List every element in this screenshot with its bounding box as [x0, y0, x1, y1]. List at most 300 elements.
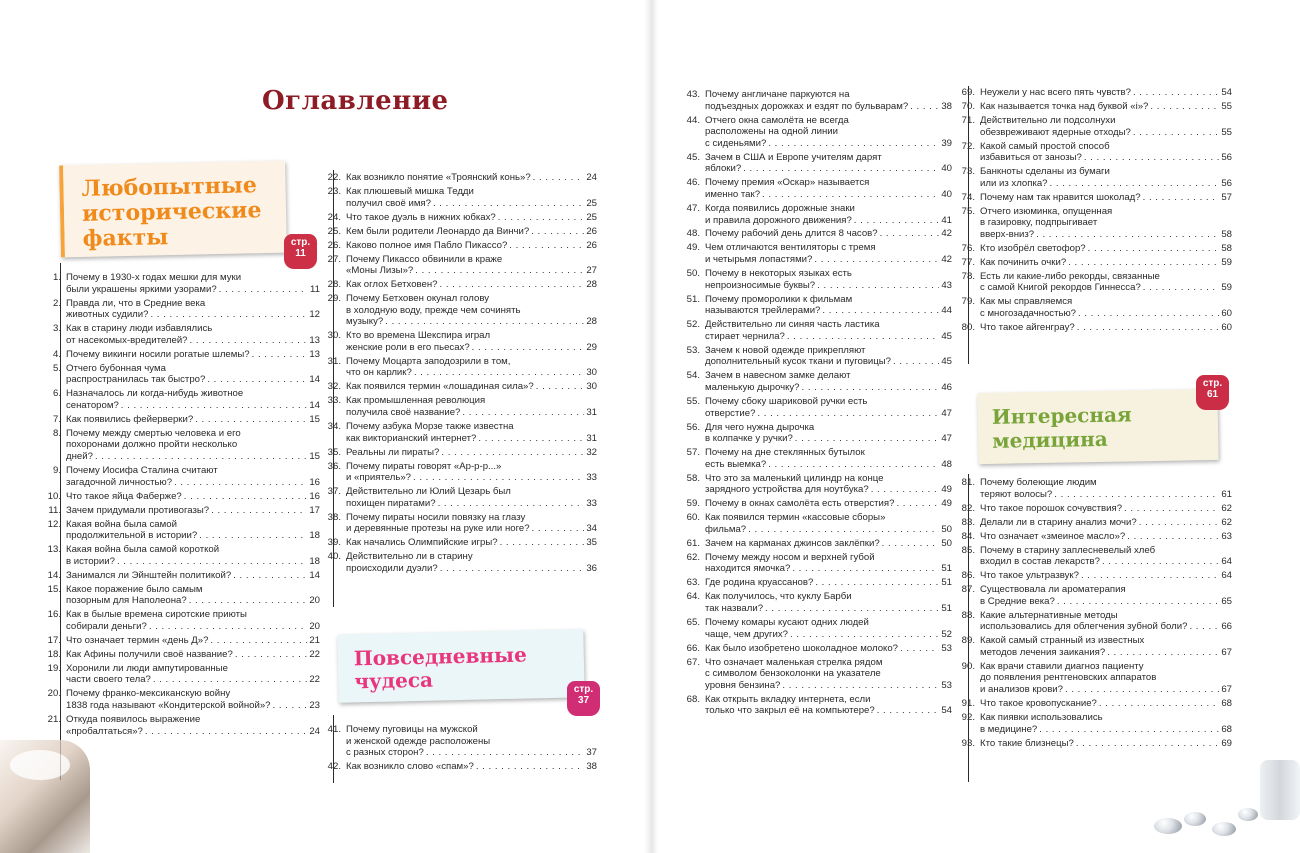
badge-label: стр.	[1202, 378, 1223, 389]
entry-text-line: Чем отличаются вентиляторы с тремя	[705, 242, 876, 254]
entry-last-line	[66, 530, 320, 542]
toc-entry	[321, 356, 597, 379]
entry-page-number: 59	[1221, 282, 1232, 294]
entry-last-line	[346, 537, 597, 549]
entry-number: 14.	[47, 569, 61, 581]
toc-entry	[955, 545, 1232, 568]
entry-page-number: 28	[586, 279, 597, 291]
entry-number: 89.	[961, 635, 975, 647]
dot-leader	[219, 284, 308, 296]
entry-page-number: 65	[1221, 595, 1232, 607]
entry-text-line: с символом бензоколонки на указателе	[705, 668, 881, 680]
entry-text-line: Почему в старину заплесневелый хлеб	[980, 544, 1156, 556]
toc-entry	[680, 268, 952, 291]
toc-entry	[955, 531, 1232, 543]
toc-entry	[680, 89, 952, 112]
entry-number: 22.	[327, 172, 341, 183]
entry-number: 35.	[327, 446, 341, 458]
entry-page-number: 51	[941, 577, 952, 589]
entry-page-number: 15	[309, 413, 320, 425]
toc-entry	[955, 115, 1232, 138]
entry-number: 48.	[686, 228, 700, 240]
entry-text-line: похоронами должно пройти несколько	[66, 439, 238, 451]
entry-page-number: 43	[941, 279, 952, 291]
entry-page-number: 15	[309, 451, 320, 463]
entry-text-line: Какие альтернативные методы	[980, 609, 1118, 621]
dot-leader	[1068, 257, 1219, 269]
entry-last-line	[66, 284, 320, 296]
toc-entry	[955, 661, 1232, 696]
entry-last-line	[980, 556, 1232, 568]
entry-last-line	[346, 212, 597, 224]
entry-last-line	[980, 322, 1232, 334]
dot-leader	[1054, 489, 1219, 501]
entry-page-number: 55	[1221, 126, 1232, 138]
entry-text-line: как викторианский интернет?	[346, 432, 477, 444]
entry-number: 21.	[47, 714, 61, 725]
entry-text-line: Какой самый простой способ	[980, 140, 1110, 152]
entry-number: 73.	[961, 166, 975, 178]
entry-text-line: Как открыть вкладку интернета, если	[705, 693, 871, 705]
entry-last-line	[66, 674, 320, 686]
dot-leader	[880, 228, 940, 240]
entry-text-line: загадочной личностью?	[66, 476, 173, 488]
toc-entry	[955, 101, 1232, 113]
entry-number: 17.	[47, 634, 61, 646]
dot-leader	[900, 643, 939, 655]
toc-entry	[955, 503, 1232, 515]
toc-entry	[41, 272, 320, 295]
entry-page-number: 56	[1221, 177, 1232, 189]
toc-column-1	[41, 272, 320, 740]
toc-entry	[41, 414, 320, 426]
pill-shape	[1238, 808, 1258, 821]
entry-text-line: Как получилось, что куклу Барби	[705, 591, 852, 603]
toc-entry	[680, 294, 952, 317]
entry-text-line: дополнительный кусок ткани и пуговицы?	[705, 356, 892, 368]
entry-number: 62.	[686, 551, 700, 563]
entry-page-number: 49	[941, 498, 952, 510]
dot-leader	[536, 381, 585, 393]
entry-text-line: получила своё название?	[346, 406, 461, 418]
entry-page-number: 60	[1221, 308, 1232, 319]
pill-shape	[1212, 822, 1236, 836]
entry-text-line: Что такое яйца Фаберже?	[66, 490, 182, 502]
dot-leader	[768, 459, 939, 471]
dot-leader	[426, 747, 585, 759]
entry-page-number: 44	[941, 305, 952, 317]
dot-leader	[478, 433, 584, 445]
entry-number: 31.	[327, 355, 341, 367]
entry-last-line	[980, 243, 1232, 255]
entry-last-line	[66, 700, 320, 712]
entry-last-line	[980, 257, 1232, 269]
toc-entry	[321, 421, 597, 444]
entry-text-line: Какое поражение было самым	[66, 583, 203, 595]
entry-number: 28.	[327, 279, 341, 291]
dot-leader	[1107, 647, 1219, 659]
entry-number: 11.	[48, 504, 61, 516]
entry-last-line	[705, 138, 952, 150]
entry-last-line	[346, 433, 597, 445]
entry-text-line: и «приятель»?	[346, 472, 412, 484]
toc-entry	[680, 617, 952, 640]
toc-entry	[41, 649, 320, 661]
entry-text-line: Кто во времена Шекспира играл	[346, 330, 491, 342]
entry-number: 38.	[327, 511, 341, 523]
entry-text-line: Почему англичане паркуются на	[705, 89, 850, 100]
entry-text-line: Почему проморолики к фильмам	[705, 293, 853, 305]
entry-last-line	[66, 349, 320, 361]
entry-text-line: Назначалось ли когда-нибудь животное	[66, 388, 244, 400]
entry-text-line: подъездных дорожках и ездят по бульварам?	[705, 100, 909, 112]
entry-last-line	[705, 382, 952, 394]
section-heading-line: Любопытные	[81, 172, 258, 202]
entry-text-line: Почему франко-мексиканскую войну	[66, 688, 231, 700]
entry-text-line: яблоки?	[705, 163, 742, 175]
toc-entry	[680, 370, 952, 393]
dot-leader	[414, 367, 585, 379]
page-badge-everyday	[567, 681, 600, 716]
entry-number: 68.	[686, 693, 700, 705]
entry-page-number: 51	[941, 602, 952, 614]
dot-leader	[1077, 322, 1220, 334]
toc-entry	[41, 609, 320, 632]
entry-text-line: фильма?	[705, 523, 747, 535]
entry-last-line	[980, 684, 1232, 696]
entry-page-number: 60	[1221, 321, 1232, 333]
entry-number: 44.	[686, 114, 700, 126]
entry-page-number: 24	[586, 172, 597, 183]
entry-text-line: Как оглох Бетховен?	[346, 279, 438, 291]
entry-text-line: Зачем на карманах джинсов заклёпки?	[705, 537, 880, 549]
entry-text-line: Какая война была самой	[66, 518, 177, 530]
dot-leader	[757, 408, 939, 420]
toc-entry	[321, 226, 597, 238]
entry-number: 64.	[686, 591, 700, 603]
entry-text-line: Кем были родители Леонардо да Винчи?	[346, 225, 530, 237]
dot-leader	[1039, 724, 1219, 736]
entry-text-line: животных судили?	[66, 309, 149, 321]
entry-last-line	[705, 577, 952, 589]
dot-leader	[472, 342, 585, 354]
toc-entry	[955, 166, 1232, 189]
toc-entry	[41, 363, 320, 386]
entry-page-number: 18	[309, 555, 320, 567]
entry-last-line	[980, 698, 1232, 710]
toc-entry	[680, 228, 952, 240]
toc-entry	[321, 240, 597, 252]
entry-text-line: Почему Иосифа Сталина считают	[66, 465, 218, 477]
toc-column-2	[321, 172, 597, 577]
entry-number: 77.	[961, 256, 975, 268]
entry-number: 60.	[686, 512, 700, 524]
entry-page-number: 34	[586, 523, 597, 535]
entry-text-line: зарядного устройства для ноутбука?	[705, 484, 869, 496]
entry-page-number: 17	[309, 504, 320, 516]
dot-leader	[802, 382, 940, 394]
entry-text-line: 1838 года называют «Кондитерской войной»?	[66, 700, 271, 712]
toc-entry	[680, 657, 952, 692]
dot-leader	[782, 680, 939, 692]
entry-page-number: 25	[586, 197, 597, 209]
dot-leader	[790, 629, 939, 641]
entry-last-line	[346, 240, 597, 252]
entry-number: 93.	[961, 737, 975, 749]
entry-page-number: 20	[309, 595, 320, 607]
entry-last-line	[346, 172, 597, 184]
entry-number: 87.	[961, 584, 975, 596]
dot-leader	[1124, 503, 1219, 515]
toc-entry	[680, 498, 952, 510]
entry-page-number: 27	[586, 265, 597, 277]
entry-number: 40.	[327, 551, 341, 563]
entry-last-line	[346, 265, 597, 277]
entry-number: 6.	[52, 388, 61, 400]
dot-leader	[413, 472, 584, 484]
entry-last-line	[705, 163, 952, 175]
toc-entry	[680, 422, 952, 445]
entry-number: 71.	[961, 114, 975, 126]
toc-entry	[955, 712, 1232, 735]
entry-text-line: в Средние века?	[980, 595, 1055, 607]
entry-text-line: Как пиявки использовались	[980, 711, 1103, 723]
toc-entry	[955, 517, 1232, 529]
entry-number: 46.	[686, 177, 700, 189]
entry-last-line	[346, 381, 597, 393]
entry-text-line: Почему нам так нравится шоколад?	[980, 191, 1141, 203]
entry-number: 10.	[47, 490, 61, 502]
pills-illustration	[1140, 760, 1300, 853]
entry-text-line: собирали деньги?	[66, 620, 147, 632]
entry-number: 45.	[686, 151, 700, 163]
toc-entry	[680, 643, 952, 655]
section-heading-line: исторические	[81, 197, 262, 227]
entry-page-number: 24	[309, 725, 320, 737]
entry-number: 20.	[47, 688, 61, 700]
entry-last-line	[705, 433, 952, 445]
dot-leader	[95, 451, 307, 463]
entry-text-line: Почему Моцарта заподозрили в том,	[346, 355, 511, 367]
entry-page-number: 40	[941, 163, 952, 175]
entry-page-number: 69	[1221, 737, 1232, 749]
entry-page-number: 48	[941, 458, 952, 470]
entry-last-line	[980, 101, 1232, 113]
entry-page-number: 28	[586, 316, 597, 328]
toc-entry	[321, 724, 597, 759]
entry-number: 53.	[686, 344, 700, 356]
toc-entry	[680, 538, 952, 550]
entry-last-line	[980, 517, 1232, 529]
entry-number: 26.	[327, 239, 341, 251]
toc-entry	[41, 323, 320, 346]
entry-number: 78.	[961, 270, 975, 282]
dot-leader	[1133, 87, 1219, 99]
dot-leader	[787, 331, 939, 343]
entry-text-line: Отчего изюминка, опущенная	[980, 205, 1113, 217]
entry-page-number: 11	[310, 283, 320, 295]
dot-leader	[440, 563, 585, 575]
entry-text-line: Почему рабочий день длится 8 часов?	[705, 228, 878, 240]
entry-text-line: Почему премия «Оскар» называется	[705, 177, 870, 189]
entry-number: 43.	[686, 89, 700, 100]
entry-text-line: Почему в некоторых языках есть	[705, 268, 852, 280]
entry-page-number: 16	[309, 490, 320, 502]
entry-number: 76.	[961, 242, 975, 254]
entry-text-line: только что закрыл её на компьютере?	[705, 705, 875, 717]
entry-text-line: уровня бензина?	[705, 679, 781, 691]
entry-number: 36.	[327, 460, 341, 472]
dot-leader	[195, 414, 307, 426]
toc-entry	[321, 293, 597, 328]
entry-text-line: входил в состав лекарств?	[980, 556, 1100, 568]
entry-last-line	[705, 228, 952, 240]
entry-last-line	[66, 635, 320, 647]
toc-entry	[680, 577, 952, 589]
entry-number: 37.	[327, 486, 341, 498]
toc-entry	[680, 177, 952, 200]
dot-leader	[1057, 596, 1220, 608]
entry-number: 12.	[47, 518, 61, 530]
entry-text-line: так назвали?	[705, 602, 764, 614]
entry-number: 25.	[327, 225, 341, 237]
entry-last-line	[980, 647, 1232, 659]
entry-text-line: Как появился термин «лошадиная сила»?	[346, 381, 534, 393]
entry-text-line: Хоронили ли люди ампутированные	[66, 662, 228, 674]
entry-text-line: Почему викинги носили рогатые шлемы?	[66, 348, 250, 360]
entry-text-line: Зачем в навесном замке делают	[705, 370, 851, 382]
dot-leader	[896, 498, 939, 510]
entry-page-number: 54	[1221, 87, 1232, 98]
entry-text-line: Как починить очки?	[980, 256, 1067, 268]
entry-text-line: избавиться от занозы?	[980, 152, 1082, 164]
entry-page-number: 61	[1221, 488, 1232, 500]
toc-entry	[321, 212, 597, 224]
dot-leader	[190, 335, 308, 347]
entry-last-line	[346, 761, 597, 773]
dot-leader	[199, 530, 307, 542]
entry-text-line: Почему болеющие людим	[980, 477, 1097, 488]
entry-page-number: 49	[941, 484, 952, 496]
entry-number: 5.	[52, 362, 61, 374]
entry-text-line: Где родина круассанов?	[705, 577, 814, 589]
entry-text-line: получил своё имя?	[346, 197, 431, 209]
entry-page-number: 66	[1221, 621, 1232, 633]
entry-last-line	[66, 505, 320, 517]
entry-page-number: 53	[941, 679, 952, 691]
dot-leader	[877, 705, 940, 717]
entry-text-line: сенатором?	[66, 399, 119, 411]
dot-leader	[910, 101, 939, 113]
toc-entry	[321, 172, 597, 184]
dot-leader	[531, 226, 584, 238]
entry-page-number: 38	[586, 761, 597, 773]
entry-number: 72.	[961, 140, 975, 152]
toc-column-4	[680, 89, 952, 719]
entry-text-line: Почему Бетховен окунал голову	[346, 293, 490, 305]
toc-entry	[680, 203, 952, 226]
entry-text-line: Что такое айгенграу?	[980, 321, 1075, 333]
entry-last-line	[346, 367, 597, 379]
dot-leader	[768, 138, 939, 150]
entry-text-line: Какая война была самой короткой	[66, 544, 220, 556]
toc-entry	[41, 465, 320, 488]
entry-text-line: обезвреживают ядерные отходы?	[980, 126, 1131, 138]
entry-last-line	[66, 451, 320, 463]
entry-text-line: что он карлик?	[346, 367, 412, 379]
entry-last-line	[705, 680, 952, 692]
entry-last-line	[346, 523, 597, 535]
entry-number: 4.	[52, 348, 61, 360]
dot-leader	[509, 240, 584, 252]
entry-text-line: Как Афины получили своё название?	[66, 648, 233, 660]
entry-page-number: 57	[1221, 191, 1232, 203]
entry-text-line: чаще, чем других?	[705, 628, 788, 640]
toc-entry	[41, 688, 320, 711]
entry-page-number: 12	[309, 309, 320, 321]
toc-entry	[955, 257, 1232, 269]
entry-number: 86.	[961, 570, 975, 582]
entry-number: 63.	[686, 577, 700, 589]
entry-text-line: Кто такие близнецы?	[980, 737, 1074, 749]
entry-page-number: 45	[941, 356, 952, 368]
entry-last-line	[705, 629, 952, 641]
entry-number: 92.	[961, 711, 975, 723]
entry-last-line	[705, 459, 952, 471]
dot-leader	[121, 400, 308, 412]
entry-last-line	[705, 484, 952, 496]
toc-entry	[41, 505, 320, 517]
smoke-shape	[10, 750, 70, 780]
entry-last-line	[66, 649, 320, 661]
badge-page: 37	[577, 695, 590, 706]
dot-leader	[1050, 178, 1220, 190]
entry-number: 82.	[961, 502, 975, 514]
dot-leader	[795, 433, 940, 445]
toc-entry	[321, 537, 597, 549]
toc-entry	[41, 491, 320, 503]
entry-text-line: дней?	[66, 451, 93, 463]
entry-last-line	[66, 309, 320, 321]
page-badge-medicine	[1196, 375, 1229, 410]
section-banner-everyday	[337, 629, 584, 703]
entry-last-line	[346, 472, 597, 484]
dot-leader	[1076, 738, 1219, 750]
toc-column-5	[955, 87, 1232, 336]
entry-text-line: теряют волосы?	[980, 488, 1053, 500]
entry-last-line	[980, 738, 1232, 750]
entry-last-line	[346, 198, 597, 210]
toc-entry	[955, 738, 1232, 750]
entry-number: 47.	[686, 202, 700, 214]
toc-entry	[680, 152, 952, 175]
entry-last-line	[66, 491, 320, 503]
entry-last-line	[980, 570, 1232, 582]
section-banner-medicine	[977, 389, 1218, 464]
toc-entry	[680, 591, 952, 614]
entry-last-line	[705, 538, 952, 550]
entry-text-line: женские роли в его пьесах?	[346, 341, 470, 353]
entry-number: 34.	[327, 420, 341, 432]
toc-entry	[321, 381, 597, 393]
entry-text-line: Отчего бубонная чума	[66, 362, 166, 374]
entry-text-line: Почему между смертью человека и его	[66, 427, 241, 439]
entry-text-line: с многозадачностью?	[980, 308, 1077, 319]
dot-leader	[1036, 229, 1219, 241]
dot-leader	[1189, 621, 1219, 633]
dot-leader	[438, 498, 585, 510]
entry-page-number: 45	[941, 330, 952, 342]
